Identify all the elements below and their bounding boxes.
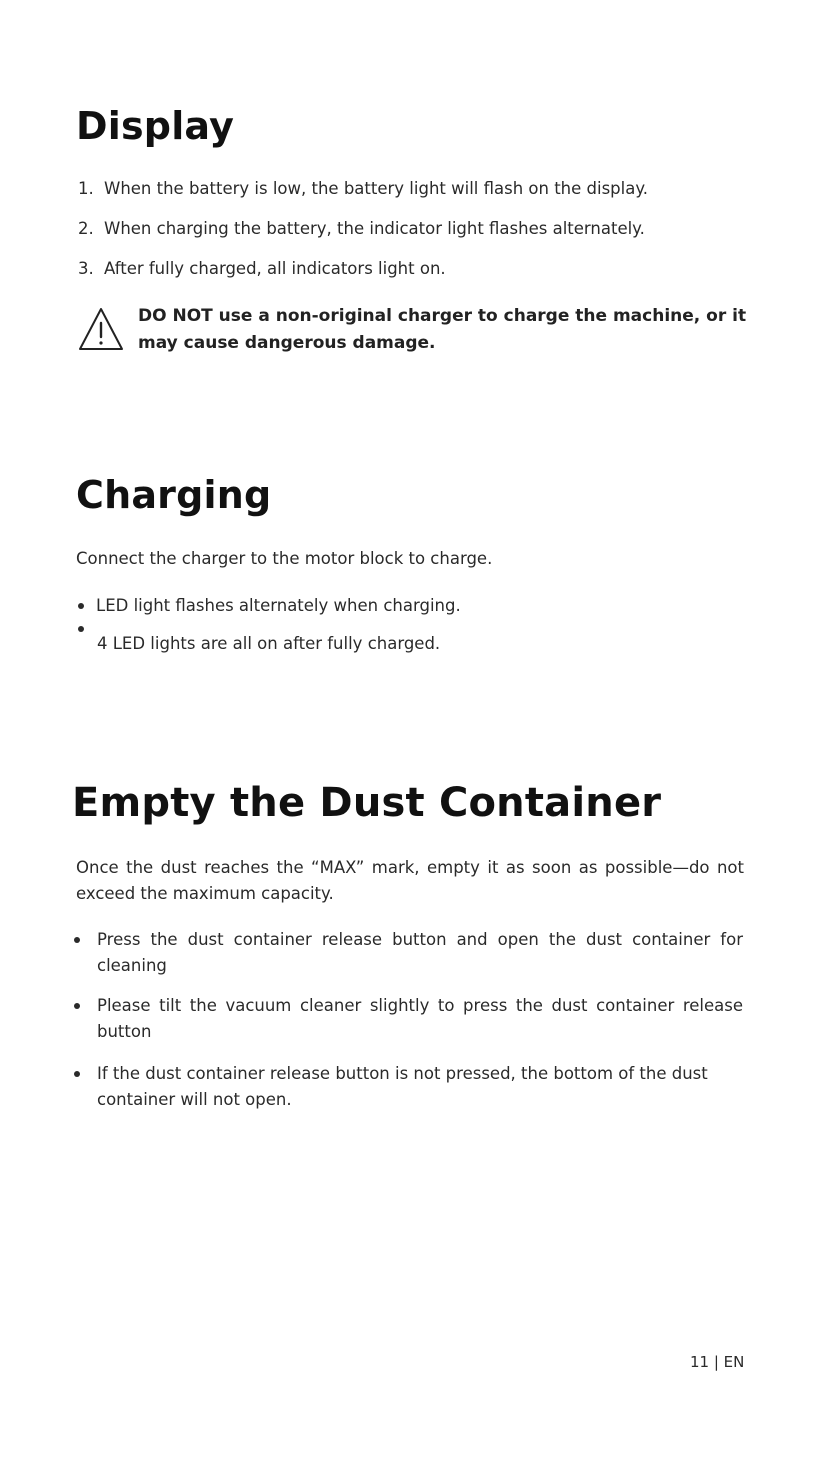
empty-bullet-2-text: Please tilt the vacuum cleaner slightly to press the dust container release button — [97, 996, 743, 1041]
empty-bullet-2-dot — [74, 1003, 80, 1009]
empty-intro: Once the dust reaches the “MAX” mark, empty it as soon as possible—do not exceed the maximum capacity. — [76, 858, 744, 903]
charging-bullet-2-text: 4 LED lights are all on after fully charged. — [97, 634, 441, 653]
display-item-2-text: When charging the battery, the indicator light flashes alternately. — [104, 219, 645, 238]
display-heading: Display — [76, 104, 235, 148]
empty-bullet-1-text: Press the dust container release button and open the dust container for cleaning — [97, 930, 743, 975]
charging-intro: Connect the charger to the motor block to charge. — [76, 549, 493, 568]
warning-triangle-icon — [78, 307, 124, 351]
charging-bullet-1-dot — [78, 603, 84, 609]
charging-bullet-1-text: LED light flashes alternately when charging. — [96, 596, 461, 615]
charging-bullet-2-dot — [78, 626, 84, 632]
empty-bullet-3-text: If the dust container release button is not pressed, the bottom of the dust container will not open. — [97, 1064, 708, 1109]
charging-heading: Charging — [76, 473, 272, 517]
page-number: 11 | EN — [690, 1353, 745, 1371]
display-item-1-number: 1. — [78, 179, 94, 198]
empty-bullet-1-dot — [74, 937, 80, 943]
empty-dust-heading: Empty the Dust Container — [72, 780, 662, 826]
display-item-3-text: After fully charged, all indicators light on. — [104, 259, 446, 278]
display-item-3-number: 3. — [78, 259, 94, 278]
display-item-2-number: 2. — [78, 219, 94, 238]
warning-text: DO NOT use a non-original charger to charge the machine, or it may cause dangerous damage. — [138, 306, 747, 353]
display-item-1-text: When the battery is low, the battery light will flash on the display. — [104, 179, 649, 198]
empty-bullet-3-dot — [74, 1071, 80, 1077]
